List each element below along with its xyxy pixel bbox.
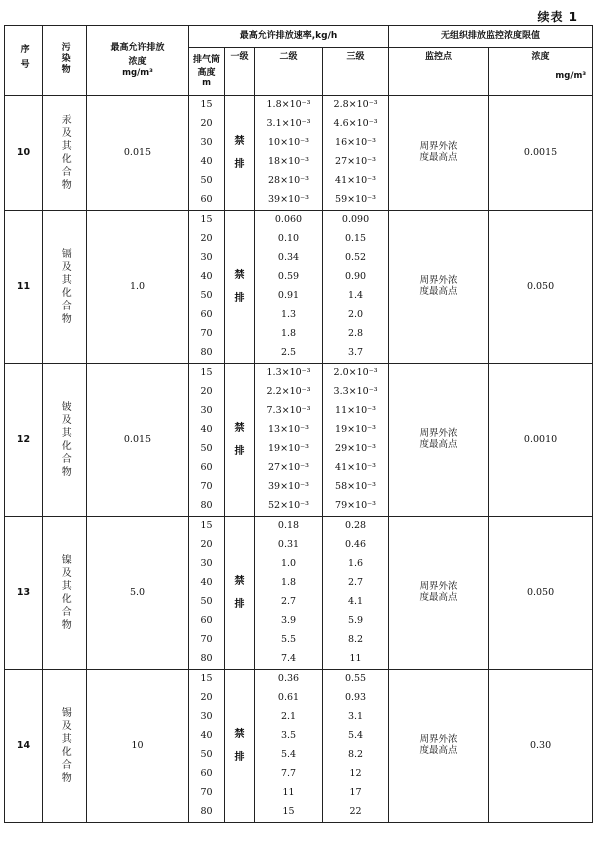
grade2-rate-cell: 0.10 [255,230,323,249]
monitor-point-line: 周界外浓 [419,581,458,593]
emission-standard-table [4,25,593,823]
monitor-point-line: 度最高点 [419,152,458,163]
grade2-rate-cell: 0.34 [255,249,323,268]
stack-height-cell: 50 [189,287,225,306]
header-max-rate: 最高允许排放速率,kg/h [189,26,389,48]
stack-height-cell: 30 [189,402,225,421]
grade2-rate-cell: 5.4 [255,746,323,765]
stack-height-cell: 70 [189,631,225,650]
grade1-char: 禁 [234,135,245,147]
grade2-rate-cell: 0.61 [255,689,323,708]
stack-height-cell: 80 [189,497,225,517]
stack-height-cell: 50 [189,440,225,459]
grade2-rate-cell: 39×10⁻³ [255,478,323,497]
monitor-point-line: 周界外浓 [419,275,458,287]
stack-height-cell: 30 [189,249,225,268]
grade2-rate-cell: 1.8 [255,325,323,344]
concentration-cell: 0.0010 [489,364,593,517]
stack-height-cell: 15 [189,670,225,690]
grade2-rate-cell: 0.060 [255,211,323,231]
grade3-rate-cell: 16×10⁻³ [323,134,389,153]
table-row [5,364,593,384]
max-concentration-cell: 10 [87,670,189,823]
max-concentration-cell: 0.015 [87,364,189,517]
monitor-point-line: 度最高点 [419,745,458,756]
header-stack-height: 排气筒高度 m [189,48,225,96]
header-grade3: 三级 [323,48,389,96]
grade3-rate-cell: 2.0×10⁻³ [323,364,389,384]
grade3-rate-cell: 4.6×10⁻³ [323,115,389,134]
stack-height-cell: 60 [189,765,225,784]
grade2-rate-cell: 3.1×10⁻³ [255,115,323,134]
stack-height-cell: 20 [189,115,225,134]
grade3-rate-cell: 27×10⁻³ [323,153,389,172]
monitor-point-line: 度最高点 [419,439,458,450]
grade1-char: 禁 [234,575,245,587]
seq-cell: 14 [5,670,43,823]
pollutant-cell: 汞及其化合物 [43,96,87,211]
monitor-point-cell [389,96,489,211]
grade2-rate-cell: 39×10⁻³ [255,191,323,211]
grade1-prohibited-cell [225,670,255,823]
grade2-rate-cell: 7.7 [255,765,323,784]
table-row [5,211,593,231]
grade2-rate-cell: 10×10⁻³ [255,134,323,153]
stack-height-cell: 30 [189,555,225,574]
max-concentration-cell: 0.015 [87,96,189,211]
grade3-rate-cell: 11 [323,650,389,670]
header-monitor-point: 监控点 [389,48,489,96]
grade3-rate-cell: 0.46 [323,536,389,555]
grade1-char: 排 [234,293,245,304]
stack-height-cell: 80 [189,650,225,670]
grade1-char: 排 [234,159,245,170]
grade3-rate-cell: 3.7 [323,344,389,364]
grade3-rate-cell: 1.6 [323,555,389,574]
grade2-rate-cell: 52×10⁻³ [255,497,323,517]
grade1-prohibited-cell [225,211,255,364]
grade2-rate-cell: 27×10⁻³ [255,459,323,478]
stack-height-cell: 40 [189,727,225,746]
grade2-rate-cell: 7.3×10⁻³ [255,402,323,421]
table-row [5,517,593,537]
grade2-rate-cell: 0.31 [255,536,323,555]
stack-height-cell: 15 [189,211,225,231]
pollutant-cell: 锡及其化合物 [43,670,87,823]
grade2-rate-cell: 18×10⁻³ [255,153,323,172]
grade3-rate-cell: 41×10⁻³ [323,459,389,478]
grade1-char: 禁 [234,728,245,740]
seq-cell: 10 [5,96,43,211]
stack-height-cell: 15 [189,517,225,537]
grade3-rate-cell: 0.090 [323,211,389,231]
stack-height-cell: 80 [189,803,225,823]
pollutant-cell: 镍及其化合物 [43,517,87,670]
grade2-rate-cell: 2.5 [255,344,323,364]
header-seq: 序号 [5,26,43,96]
monitor-point-line: 周界外浓 [419,141,458,153]
grade2-rate-cell: 1.3×10⁻³ [255,364,323,384]
grade2-rate-cell: 15 [255,803,323,823]
grade1-prohibited-cell [225,517,255,670]
monitor-point-line: 度最高点 [419,286,458,297]
grade3-rate-cell: 41×10⁻³ [323,172,389,191]
header-grade2: 二级 [255,48,323,96]
grade2-rate-cell: 5.5 [255,631,323,650]
grade3-rate-cell: 12 [323,765,389,784]
header-grade1: 一级 [225,48,255,96]
grade2-rate-cell: 13×10⁻³ [255,421,323,440]
grade3-rate-cell: 22 [323,803,389,823]
stack-height-cell: 60 [189,459,225,478]
grade3-rate-cell: 59×10⁻³ [323,191,389,211]
monitor-point-line: 周界外浓 [419,734,458,746]
concentration-cell: 0.0015 [489,96,593,211]
header-pollutant: 污染物 [43,26,87,96]
grade3-rate-cell: 5.9 [323,612,389,631]
grade3-rate-cell: 2.8 [323,325,389,344]
grade2-rate-cell: 2.1 [255,708,323,727]
stack-height-cell: 60 [189,191,225,211]
grade2-rate-cell: 28×10⁻³ [255,172,323,191]
grade1-char: 排 [234,446,245,457]
stack-height-cell: 30 [189,708,225,727]
stack-height-cell: 60 [189,612,225,631]
grade3-rate-cell: 0.52 [323,249,389,268]
monitor-point-cell [389,211,489,364]
continued-label: 续表 1 [537,10,578,24]
stack-height-cell: 15 [189,96,225,116]
seq-cell: 12 [5,364,43,517]
stack-height-cell: 30 [189,134,225,153]
grade1-prohibited-cell [225,96,255,211]
grade3-rate-cell: 19×10⁻³ [323,421,389,440]
stack-height-cell: 40 [189,574,225,593]
grade2-rate-cell: 2.7 [255,593,323,612]
grade3-rate-cell: 79×10⁻³ [323,497,389,517]
grade3-rate-cell: 8.2 [323,631,389,650]
stack-height-cell: 20 [189,383,225,402]
grade3-rate-cell: 58×10⁻³ [323,478,389,497]
monitor-point-cell [389,670,489,823]
stack-height-cell: 70 [189,478,225,497]
grade3-rate-cell: 2.8×10⁻³ [323,96,389,116]
grade3-rate-cell: 11×10⁻³ [323,402,389,421]
grade2-rate-cell: 1.8 [255,574,323,593]
grade3-rate-cell: 0.90 [323,268,389,287]
grade1-char: 禁 [234,269,245,281]
grade2-rate-cell: 7.4 [255,650,323,670]
grade2-rate-cell: 1.8×10⁻³ [255,96,323,116]
grade3-rate-cell: 17 [323,784,389,803]
stack-height-cell: 20 [189,230,225,249]
pollutant-cell: 铍及其化合物 [43,364,87,517]
grade3-rate-cell: 1.4 [323,287,389,306]
grade2-rate-cell: 0.59 [255,268,323,287]
grade2-rate-cell: 1.3 [255,306,323,325]
table-row [5,96,593,116]
table-body [5,96,593,823]
grade3-rate-cell: 0.15 [323,230,389,249]
grade3-rate-cell: 0.93 [323,689,389,708]
grade3-rate-cell: 8.2 [323,746,389,765]
grade2-rate-cell: 11 [255,784,323,803]
grade2-rate-cell: 0.18 [255,517,323,537]
grade2-rate-cell: 1.0 [255,555,323,574]
stack-height-cell: 15 [189,364,225,384]
stack-height-cell: 20 [189,689,225,708]
grade3-rate-cell: 2.7 [323,574,389,593]
grade2-rate-cell: 3.5 [255,727,323,746]
monitor-point-cell [389,364,489,517]
concentration-cell: 0.050 [489,211,593,364]
header-unorganized-limit: 无组织排放监控浓度限值 [389,26,593,48]
stack-height-cell: 50 [189,746,225,765]
stack-height-cell: 50 [189,593,225,612]
monitor-point-line: 度最高点 [419,592,458,603]
max-concentration-cell: 1.0 [87,211,189,364]
grade2-rate-cell: 19×10⁻³ [255,440,323,459]
grade3-rate-cell: 2.0 [323,306,389,325]
stack-height-cell: 40 [189,268,225,287]
stack-height-cell: 20 [189,536,225,555]
stack-height-cell: 80 [189,344,225,364]
grade3-rate-cell: 0.28 [323,517,389,537]
grade2-rate-cell: 3.9 [255,612,323,631]
concentration-cell: 0.30 [489,670,593,823]
stack-height-cell: 40 [189,421,225,440]
grade3-rate-cell: 5.4 [323,727,389,746]
stack-height-cell: 50 [189,172,225,191]
stack-height-cell: 70 [189,325,225,344]
stack-height-cell: 60 [189,306,225,325]
stack-height-cell: 40 [189,153,225,172]
grade3-rate-cell: 0.55 [323,670,389,690]
grade1-char: 排 [234,752,245,763]
seq-cell: 13 [5,517,43,670]
concentration-cell: 0.050 [489,517,593,670]
grade3-rate-cell: 3.1 [323,708,389,727]
seq-cell: 11 [5,211,43,364]
monitor-point-line: 周界外浓 [419,428,458,440]
grade1-char: 禁 [234,422,245,434]
pollutant-cell: 镉及其化合物 [43,211,87,364]
grade2-rate-cell: 0.91 [255,287,323,306]
grade1-char: 排 [234,599,245,610]
grade2-rate-cell: 2.2×10⁻³ [255,383,323,402]
grade1-prohibited-cell [225,364,255,517]
max-concentration-cell: 5.0 [87,517,189,670]
grade3-rate-cell: 29×10⁻³ [323,440,389,459]
monitor-point-cell [389,517,489,670]
grade2-rate-cell: 0.36 [255,670,323,690]
table-row [5,670,593,690]
grade3-rate-cell: 4.1 [323,593,389,612]
stack-height-cell: 70 [189,784,225,803]
header-concentration: 浓度 mg/m³ [489,48,593,96]
header-max-concentration: 最高允许排放浓度 mg/m³ [87,26,189,96]
grade3-rate-cell: 3.3×10⁻³ [323,383,389,402]
